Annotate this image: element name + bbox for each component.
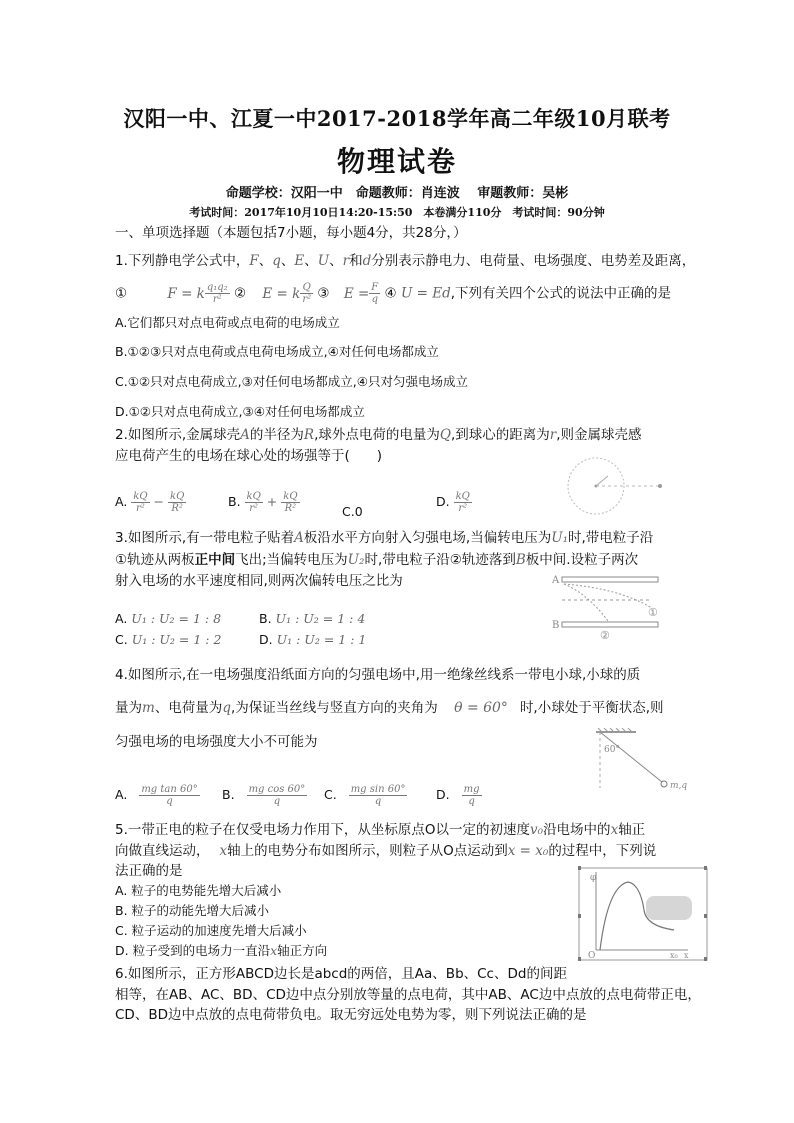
q6-stem-line2: 相等，在AB、AC、BD、CD边中点分别放等量的点电荷，其中AB、AC边中点放的点电荷带正电， — [115, 987, 701, 1003]
plate-b — [562, 622, 658, 627]
q2-stem-line2: 应电荷产生的电场在球心处的场强等于( ) — [115, 448, 383, 464]
q4-option-d: D. $\frac{mg}{q}$ — [436, 784, 480, 807]
origin-label: O — [588, 951, 596, 961]
q1-stem: 1.下列静电学公式中，F、q、E、U、r和d分别表示静电力、电荷量、电场强度、电势差及距离， — [115, 253, 696, 269]
q4-stem-line1: 4.如图所示,在一电场强度沿纸面方向的匀强电场中,用一绝缘丝线系一带电小球,小球的质 — [115, 667, 641, 683]
phi-label: φ — [590, 873, 597, 883]
q2-option-c: C.0 — [342, 504, 363, 519]
q4-stem-line2: 量为m、电荷量为q,为保证当丝线与竖直方向的夹角为 θ = 60° 时,小球处于平衡状态,则 — [115, 700, 664, 716]
section-heading: 一、单项选择题（本题包括7小题，每小题4分，共28分，） — [115, 225, 467, 241]
q3-option-d: D. U₁ : U₂ = 1 : 1 — [259, 632, 367, 647]
smudge — [646, 896, 692, 920]
q4-option-a: A. $\frac{\text{mg tan 60°}}{q}$ — [115, 784, 198, 807]
q5-stem-line1: 5.一带正电的粒子在仅受电场力作用下，从坐标原点O以一定的初速度v₀沿电场中的x轴正 — [115, 822, 646, 838]
q4-option-b: B. $\frac{\text{mg cos 60°}}{q}$ — [222, 784, 306, 807]
q3-option-c: C. U₁ : U₂ = 1 : 2 — [115, 632, 222, 647]
q2-figure — [560, 456, 680, 516]
q3-stem-line1: 3.如图所示,有一带电粒子贴着A板沿水平方向射入匀强电场,当偏转电压为U₁时,带电粒子沿 — [115, 530, 654, 546]
exam-title: 汉阳一中、江夏一中2017-2018学年高二年级10月联考 — [123, 106, 671, 131]
thread — [600, 732, 662, 782]
q3-stem-line3: 射入电场的水平速度相同,则两次偏转电压之比为 — [115, 573, 403, 589]
exam-authors: 命题学校：汉阳一中 命题教师：肖连波 审题教师：吴彬 — [225, 186, 569, 201]
formula1-fraction: $\frac{\text{q₁q₂}}{\text{r²}}$ — [206, 282, 228, 305]
q1-formulas: ① F = k $\frac{\text{q₁q₂}}{\text{r²}}$ ② E = k $\frac{Q}{\text{r²}}$ ③ E = $\frac{F}{q}$ ④ U = Ed,下列有关四个公式的说法中正确的是 — [115, 282, 672, 305]
charged-ball — [661, 781, 667, 787]
q1-option-d: D.①②只对点电荷成立,③④对任何电场都成立 — [115, 404, 365, 419]
q5-stem-line3: 法正确的是 — [115, 863, 183, 879]
exam-info: 考试时间：2017年10月10日14:20-15:50 本卷满分110分 考试时间：90分钟 — [189, 206, 605, 219]
q6-stem-line3: CD、BD边中点放的点电荷带负电。取无穷远处电势为零，则下列说法正确的是 — [115, 1007, 587, 1023]
q3-option-b: B. U₁ : U₂ = 1 : 4 — [259, 611, 366, 626]
plate-a — [562, 577, 658, 582]
q2-stem-line1: 2.如图所示,金属球壳A的半径为R,球外点电荷的电量为Q,到球心的距离为r,则金属球壳感 — [115, 427, 642, 443]
q5-option-c: C. 粒子运动的加速度先增大后减小 — [115, 923, 307, 938]
q4-option-c: C. $\frac{\text{mg sin 60°}}{q}$ — [324, 784, 406, 807]
q1-option-b: B.①②③只对点电荷或点电荷电场成立,④对任何电场都成立 — [115, 344, 439, 359]
q5-figure — [578, 864, 708, 964]
q2-option-a: A. $\frac{kQ}{\text{r²}}$ − $\frac{kQ}{\text{R²}}$ — [115, 491, 185, 514]
formula2-fraction: $\frac{Q}{\text{r²}}$ — [302, 282, 312, 305]
exam-subtitle: 物理试卷 — [336, 145, 457, 178]
trajectory-1-label: ① — [648, 606, 658, 619]
q5-option-a: A. 粒子的电势能先增大后减小 — [115, 883, 282, 898]
x0-label: x₀ — [670, 951, 678, 960]
q2-option-d: D. $\frac{kQ}{\text{r²}}$ — [436, 491, 470, 514]
q6-stem-line1: 6.如图所示，正方形ABCD边长是abcd的两倍，且Aa、Bb、Cc、Dd的间距 — [115, 966, 567, 982]
q3-option-a: A. U₁ : U₂ = 1 : 8 — [115, 611, 222, 626]
q5-stem-line2: 向做直线运动， x轴上的电势分布如图所示，则粒子从O点运动到x = x₀的过程中，下列说 — [115, 843, 657, 859]
x-label: x — [684, 951, 689, 960]
plate-b-label: B — [552, 620, 560, 631]
trajectory-1 — [564, 584, 652, 608]
formula3-fraction: $\frac{F}{q}$ — [371, 282, 379, 305]
q5-option-d: D. 粒子受到的电场力一直沿x轴正方向 — [115, 943, 328, 958]
plate-a-label: A — [552, 575, 560, 586]
q5-option-b: B. 粒子的动能先增大后减小 — [115, 903, 270, 918]
q2-option-b: B. $\frac{kQ}{\text{r²}}$ + $\frac{kQ}{\text{R²}}$ — [228, 491, 298, 514]
q3-figure — [548, 572, 668, 640]
trajectory-2-label: ② — [600, 629, 610, 640]
q4-figure — [586, 728, 696, 794]
q1-option-c: C.①②只对点电荷成立,③对任何电场都成立,④只对匀强电场成立 — [115, 374, 468, 389]
q3-stem-line2: ①轨迹从两板正中间飞出;当偏转电压为U₂时,带电粒子沿②轨迹落到B板中间.设粒子两次 — [115, 552, 639, 568]
q4-stem-line3: 匀强电场的电场强度大小不可能为 — [115, 734, 318, 750]
q1-option-a: A.它们都只对点电荷或点电荷的电场成立 — [115, 315, 340, 330]
point-charge — [658, 484, 662, 488]
angle-label: 60° — [604, 745, 620, 755]
ball-label: m,q — [670, 781, 688, 791]
radius-line — [596, 476, 608, 486]
